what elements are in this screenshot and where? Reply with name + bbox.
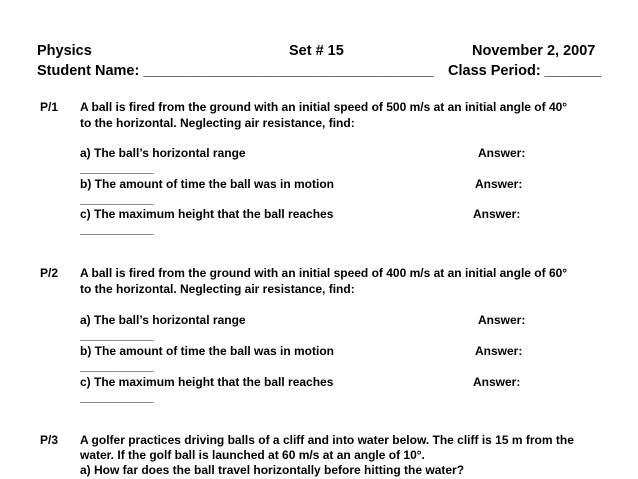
problem-3-number: P/3 — [40, 433, 59, 447]
student-name-field: Student Name: ____________________________________ — [37, 63, 434, 79]
problem-1-number: P/1 — [40, 100, 59, 114]
problem-1-part-a-answer-label: Answer: — [478, 146, 526, 160]
problem-1-intro-line1: A ball is fired from the ground with an initial speed of 500 m/s at an initial angle of 40° — [80, 100, 568, 114]
problem-1-part-a: a) The ball’s horizontal range — [80, 146, 246, 160]
set-number: Set # 15 — [289, 43, 344, 59]
problem-1-part-b-blank: ___________ — [80, 192, 154, 206]
class-period-field: Class Period: _______ — [448, 63, 602, 79]
problem-3-intro-line3: a) How far does the ball travel horizontally before hitting the water? — [80, 463, 465, 477]
problem-1-part-a-blank: ___________ — [80, 161, 154, 175]
problem-1-part-c-blank: ___________ — [80, 222, 154, 236]
problem-2-part-c: c) The maximum height that the ball reaches — [80, 375, 334, 389]
problem-2-part-a-blank: ___________ — [80, 328, 154, 342]
problem-1-part-b-answer-label: Answer: — [475, 177, 523, 191]
problem-2-part-b-blank: ___________ — [80, 359, 154, 373]
subject-label: Physics — [37, 43, 92, 59]
problem-2-part-a: a) The ball’s horizontal range — [80, 313, 246, 327]
problem-3-intro-line2: water. If the golf ball is launched at 60 m/s at an angle of 10°. — [80, 448, 425, 462]
problem-2-part-c-answer-label: Answer: — [473, 375, 521, 389]
problem-1-part-b: b) The amount of time the ball was in motion — [80, 177, 335, 191]
problem-1-part-c: c) The maximum height that the ball reaches — [80, 207, 334, 221]
problem-2-part-b: b) The amount of time the ball was in motion — [80, 344, 335, 358]
problem-2-part-a-answer-label: Answer: — [478, 313, 526, 327]
problem-1-part-c-answer-label: Answer: — [473, 207, 521, 221]
problem-3-intro-line1: A golfer practices driving balls of a cliff and into water below. The cliff is 15 m from the — [80, 433, 574, 447]
problem-2-part-c-blank: ___________ — [80, 390, 154, 404]
problem-2-intro-line1: A ball is fired from the ground with an initial speed of 400 m/s at an initial angle of 60° — [80, 266, 568, 280]
problem-1-intro-line2: to the horizontal. Neglecting air resistance, find: — [80, 116, 355, 130]
problem-2-intro-line2: to the horizontal. Neglecting air resistance, find: — [80, 282, 355, 296]
problem-2-part-b-answer-label: Answer: — [475, 344, 523, 358]
problem-2-number: P/2 — [40, 266, 59, 280]
worksheet-date: November 2, 2007 — [472, 43, 596, 59]
